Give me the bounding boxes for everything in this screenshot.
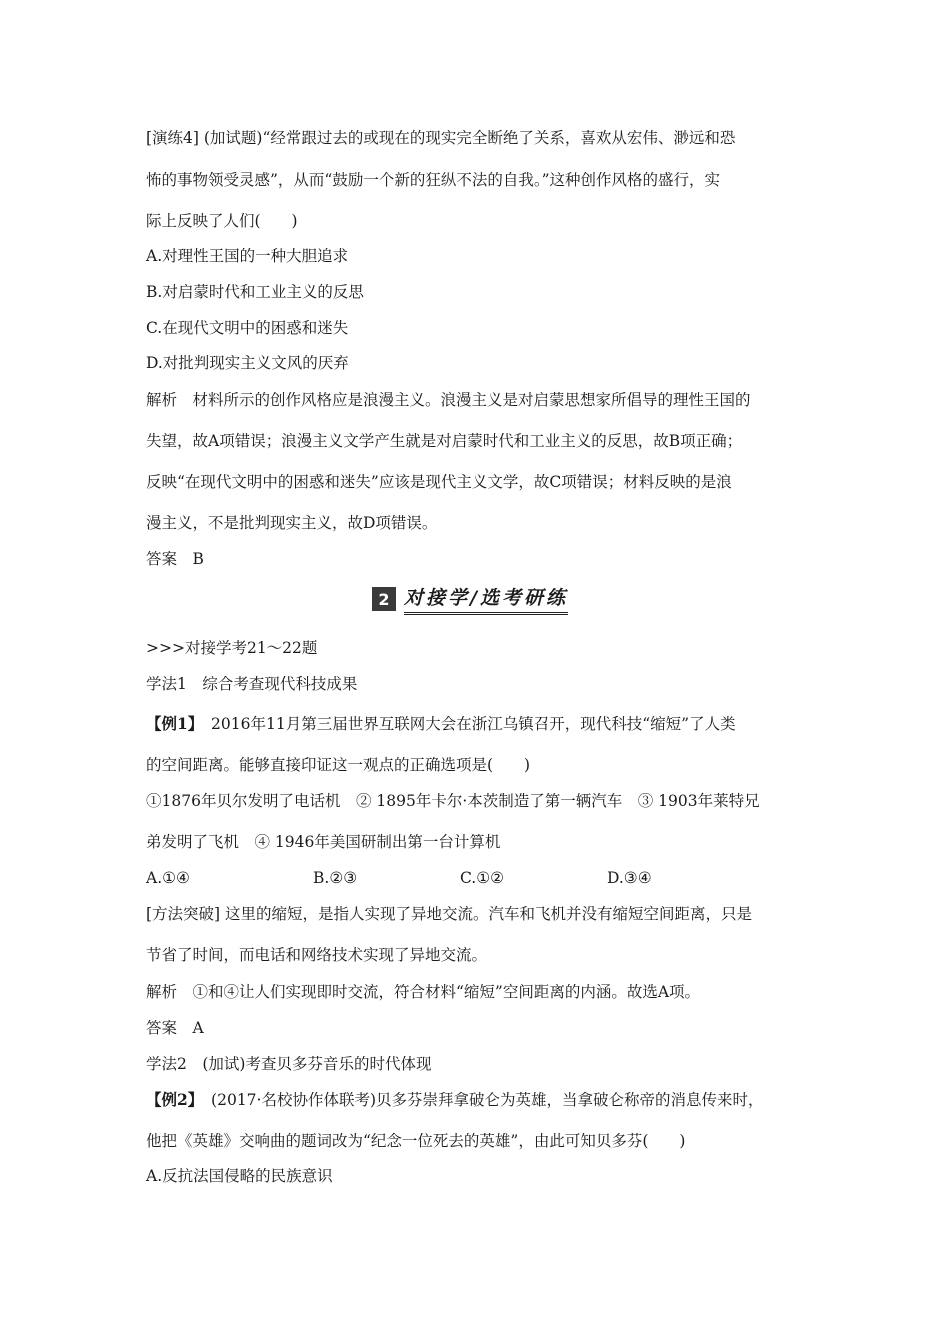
example-1-items-line-1: ①1876年贝尔发明了电话机 ② 1895年卡尔·本茨制造了第一辆汽车 ③ 1903年莱特兄 <box>146 792 760 810</box>
method-breakthrough-line-1: [方法突破] 这里的缩短，是指人实现了异地交流。汽车和飞机并没有缩短空间距离，只是 <box>146 905 753 923</box>
example-1-items-line-2: 弟发明了飞机 ④ 1946年美国研制出第一台计算机 <box>146 833 501 851</box>
question-stem-line-1: [演练4] (加试题)“经常跟过去的或现在的现实完全断绝了关系，喜欢从宏伟、渺远和恐 <box>146 129 736 147</box>
example-2-label: 【例2】 <box>146 1090 196 1109</box>
example-1-option-a: A.①④ <box>146 869 190 887</box>
method-1-heading: 学法1 综合考查现代科技成果 <box>146 675 358 693</box>
answer: 答案 B <box>146 550 204 568</box>
analysis-line-1: 解析 材料所示的创作风格应是浪漫主义。浪漫主义是对启蒙思想家所倡导的理性王国的 <box>146 391 751 409</box>
section-title: 对接学/选考研练 <box>404 583 568 615</box>
example-2-option-a: A.反抗法国侵略的民族意识 <box>146 1167 333 1185</box>
example-1-option-d: D.③④ <box>607 869 652 887</box>
example-1-analysis: 解析 ①和④让人们实现即时交流，符合材料“缩短”空间距离的内涵。故选A项。 <box>146 983 701 1001</box>
example-2-text: (2017·名校协作体联考)贝多芬崇拜拿破仑为英雄，当拿破仑称帝的消息传来时， <box>195 1091 764 1109</box>
analysis-line-3: 反映“在现代文明中的困惑和迷失”应该是现代主义文学，故C项错误；材料反映的是浪 <box>146 473 732 491</box>
section-number-badge: 2 <box>372 587 396 611</box>
section-banner <box>372 584 568 614</box>
method-breakthrough-line-2: 节省了时间，而电话和网络技术实现了异地交流。 <box>146 946 488 964</box>
subsection-heading: >>>对接学考21～22题 <box>146 639 318 657</box>
example-1-answer: 答案 A <box>146 1019 204 1037</box>
example-2-line-1 <box>146 1090 764 1110</box>
example-1-line-1 <box>146 714 736 734</box>
option-d: D.对批判现实主义文风的厌弃 <box>146 354 349 372</box>
analysis-line-4: 漫主义，不是批判现实主义，故D项错误。 <box>146 514 438 532</box>
option-b: B.对启蒙时代和工业主义的反思 <box>146 283 364 301</box>
analysis-line-2: 失望，故A项错误；浪漫主义文学产生就是对启蒙时代和工业主义的反思，故B项正确； <box>146 432 743 450</box>
example-1-option-c: C.①② <box>460 869 505 887</box>
example-2-line-2: 他把《英雄》交响曲的题词改为“纪念一位死去的英雄”，由此可知贝多芬( ) <box>146 1132 686 1150</box>
method-2-heading: 学法2 (加试)考查贝多芬音乐的时代体现 <box>146 1055 432 1073</box>
example-1-option-b: B.②③ <box>313 869 358 887</box>
option-a: A.对理性王国的一种大胆追求 <box>146 247 349 265</box>
example-1-label: 【例1】 <box>146 714 196 733</box>
question-stem-line-2: 怖的事物领受灵感”，从而“鼓励一个新的狂纵不法的自我。”这种创作风格的盛行，实 <box>146 171 721 189</box>
option-c: C.在现代文明中的困惑和迷失 <box>146 319 349 337</box>
question-stem-line-3: 际上反映了人们( ) <box>146 212 298 230</box>
example-1-text: 2016年11月第三届世界互联网大会在浙江乌镇召开，现代科技“缩短”了人类 <box>195 715 736 733</box>
example-1-line-2: 的空间距离。能够直接印证这一观点的正确选项是( ) <box>146 756 531 774</box>
